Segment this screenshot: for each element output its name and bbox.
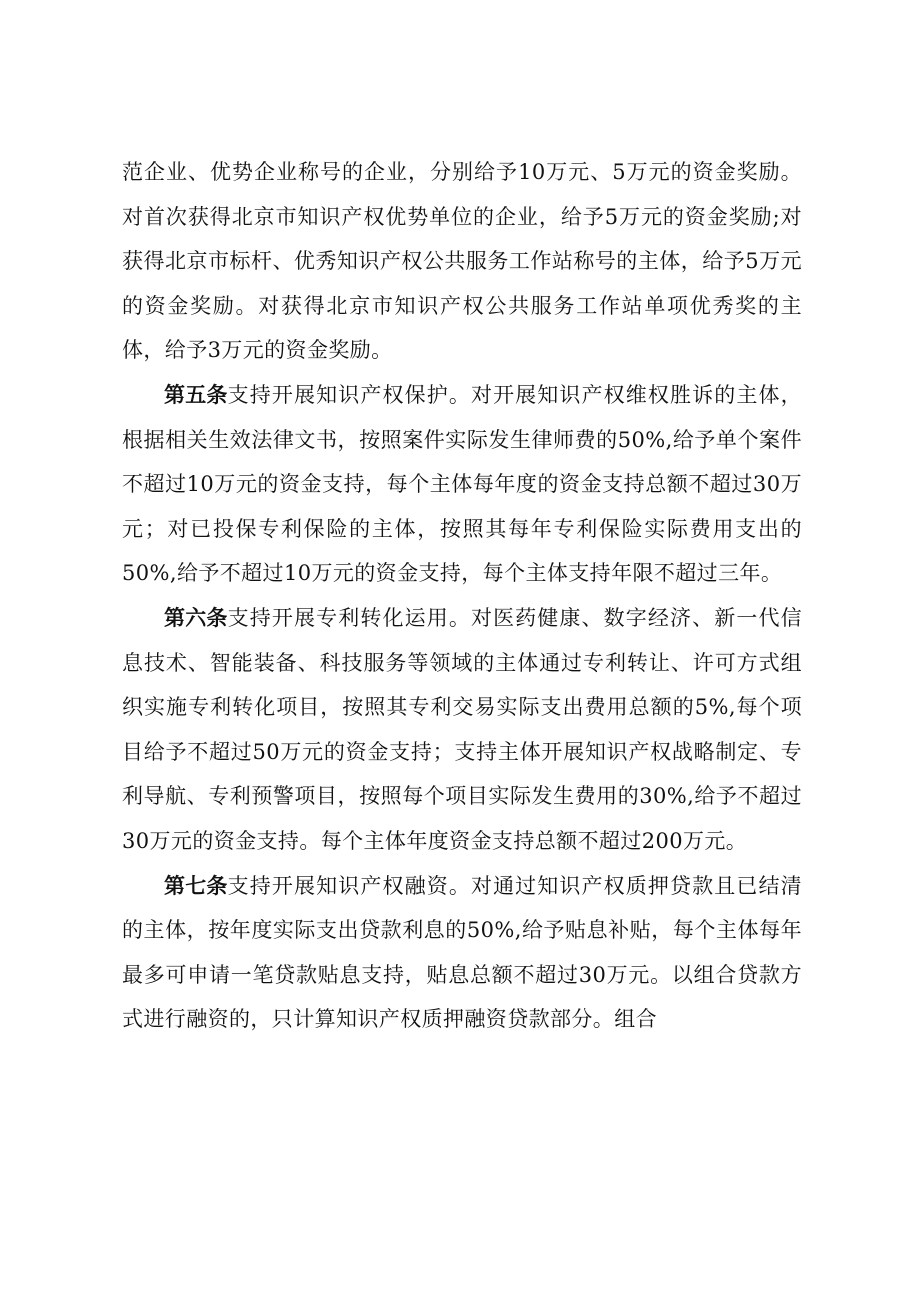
article-5-title: 第五条 — [164, 382, 228, 407]
article-7-title: 第七条 — [164, 873, 228, 898]
paragraph-article-6 — [122, 596, 802, 864]
article-6-text: 支持开展专利转化运用。对医药健康、数字经济、新一代信息技术、智能装备、科技服务等领域的主体通过专利转让、许可方式组织实施专利转化项目，按照其专利交易实际支出费用总额的5%,每个项目给予不超过50万元的资金支持；支持主体开展知识产权战略制定、专利导航、专利预警项目，按照每个项目实际发生费用的30%,给予不超过30万元的资金支持。每个主体年度资金支持总额不超过200万元。 — [122, 605, 802, 853]
paragraph-article-5 — [122, 373, 802, 596]
paragraph-text: 范企业、优势企业称号的企业，分别给予10万元、5万元的资金奖励。对首次获得北京市知识产权优势单位的企业，给予5万元的资金奖励;对获得北京市标杆、优秀知识产权公共服务工作站称号的主体，给予5万元的资金奖励。对获得北京市知识产权公共服务工作站单项优秀奖的主体，给予3万元的资金奖励。 — [122, 160, 802, 363]
article-6-title: 第六条 — [164, 605, 228, 630]
article-5-text: 支持开展知识产权保护。对开展知识产权维权胜诉的主体，根据相关生效法律文书，按照案件实际发生律师费的50%,给予单个案件不超过10万元的资金支持，每个主体每年度的资金支持总额不超过30万元；对已投保专利保险的主体，按照其每年专利保险实际费用支出的50%,给予不超过10万元的资金支持，每个主体支持年限不超过三年。 — [122, 382, 802, 586]
article-7-text: 支持开展知识产权融资。对通过知识产权质押贷款且已结清的主体，按年度实际支出贷款利息的50%,给予贴息补贴，每个主体每年最多可申请一笔贷款贴息支持，贴息总额不超过30万元。以组合贷款方式进行融资的，只计算知识产权质押融资贷款部分。组合 — [122, 873, 802, 1032]
paragraph-article-7 — [122, 864, 802, 1042]
document-body — [122, 150, 802, 1042]
paragraph-continuation — [122, 150, 802, 373]
